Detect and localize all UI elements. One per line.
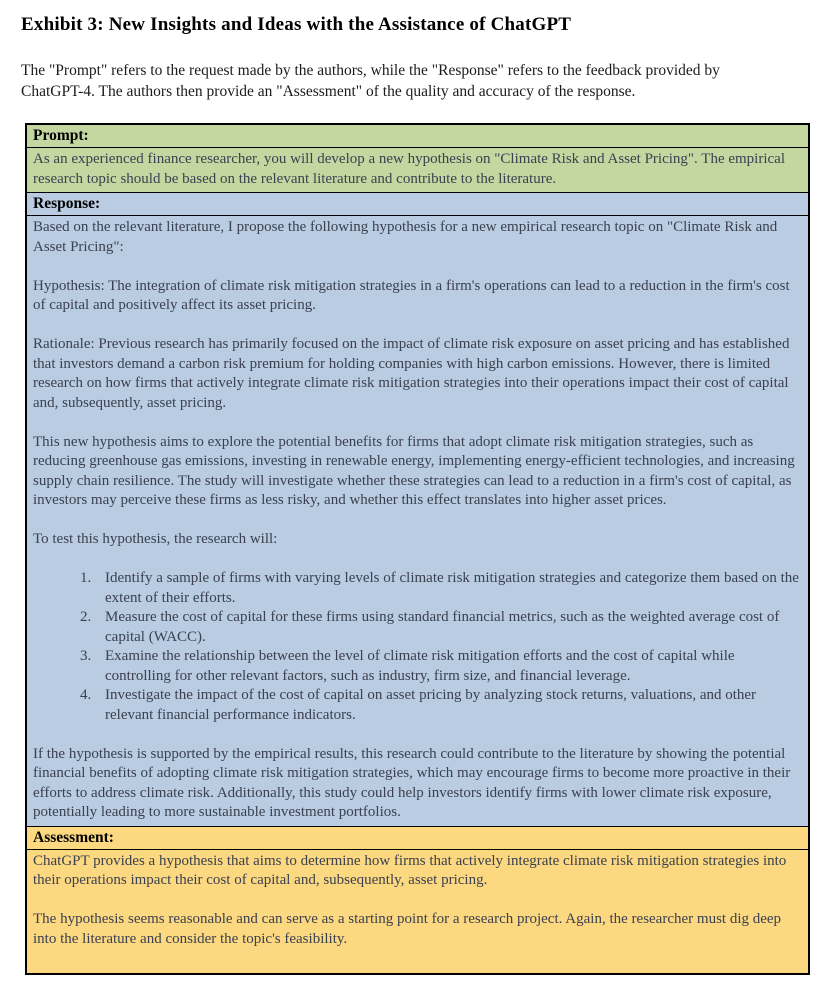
prompt-header-row bbox=[27, 125, 808, 147]
research-step-3: 3. Examine the relationship between the level of climate risk mitigation efforts and the cost of capital while controlling for other relevant factors, such as industry, firm size, and financial leverage. bbox=[95, 647, 800, 686]
assessment-paragraph-1: ChatGPT provides a hypothesis that aims to determine how firms that actively integrate climate risk mitigation strategies into their operations impact their cost of capital and, subsequently, asset pricing. bbox=[33, 852, 787, 888]
response-paragraph-list-intro: To test this hypothesis, the research will: bbox=[33, 531, 278, 547]
research-step-2: 2. Measure the cost of capital for these firms using standard financial metrics, such as the weighted average cost of capital (WACC). bbox=[95, 608, 800, 647]
response-paragraph-closing: If the hypothesis is supported by the empirical results, this research could contribute to the literature by showing the potential financial benefits of adopting climate risk mitigation strategies, which may encourage firms to become more proactive in their efforts to address climate risk. Additionally, this study could help investors identify firms with lower climate risk exposure, potentially leading to more sustainable investment portfolios. bbox=[33, 745, 791, 820]
assessment-paragraph-2: The hypothesis seems reasonable and can serve as a starting point for a research project. Again, the researcher must dig deep into the literature and consider the topic's feasibility. bbox=[33, 911, 782, 947]
assessment-label: Assessment: bbox=[33, 828, 114, 846]
response-body-cell bbox=[27, 215, 808, 826]
research-step-1: 1. Identify a sample of firms with varying levels of climate risk mitigation strategies and categorize them based on the extent of their efforts. bbox=[95, 569, 800, 608]
exhibit-table bbox=[25, 123, 810, 975]
research-step-4: 4. Investigate the impact of the cost of capital on asset pricing by analyzing stock returns, valuations, and other relevant financial performance indicators. bbox=[95, 686, 800, 725]
assessment-body-cell bbox=[27, 849, 808, 974]
assessment-header-row bbox=[27, 826, 808, 849]
research-steps-list bbox=[33, 569, 800, 725]
response-paragraph-hypothesis: Hypothesis: The integration of climate risk mitigation strategies in a firm's operations can lead to a reduction in the firm's cost of capital and positively affect its asset pricing. bbox=[33, 277, 790, 313]
response-label: Response: bbox=[33, 195, 101, 212]
response-paragraph-intro: Based on the relevant literature, I propose the following hypothesis for a new empirical research topic on "Climate Risk and Asset Pricing": bbox=[33, 219, 778, 255]
prompt-label: Prompt: bbox=[33, 127, 89, 144]
response-paragraph-rationale: Rationale: Previous research has primarily focused on the impact of climate risk exposure on asset pricing and has established that investors demand a carbon risk premium for holding companies with high carbon emissions. However, there is limited research on how firms that actively integrate climate risk mitigation strategies into their operations impact their cost of capital and, subsequently, asset pricing. bbox=[33, 336, 790, 411]
exhibit-title: Exhibit 3: New Insights and Ideas with the Assistance of ChatGPT bbox=[21, 14, 572, 35]
prompt-text: As an experienced finance researcher, you will develop a new hypothesis on "Climate Risk and Asset Pricing". The empirical research topic should be based on the relevant literature and contribute to the literature. bbox=[33, 151, 785, 187]
prompt-body-cell bbox=[27, 147, 808, 192]
response-paragraph-aims: This new hypothesis aims to explore the potential benefits for firms that adopt climate risk mitigation strategies, such as reducing greenhouse gas emissions, investing in renewable energy, implementing energy-efficient technologies, and increasing supply chain resilience. The study will investigate whether these strategies can lead to a reduction in a firm's cost of capital, as investors may perceive these firms as less risky, and whether this effect translates into higher asset prices. bbox=[33, 433, 795, 508]
response-header-row bbox=[27, 192, 808, 215]
intro-paragraph: The "Prompt" refers to the request made by the authors, while the "Response" refers to the feedback provided by ChatGPT-4. The authors then provide an "Assessment" of the quality and accuracy of the response. bbox=[21, 62, 720, 100]
